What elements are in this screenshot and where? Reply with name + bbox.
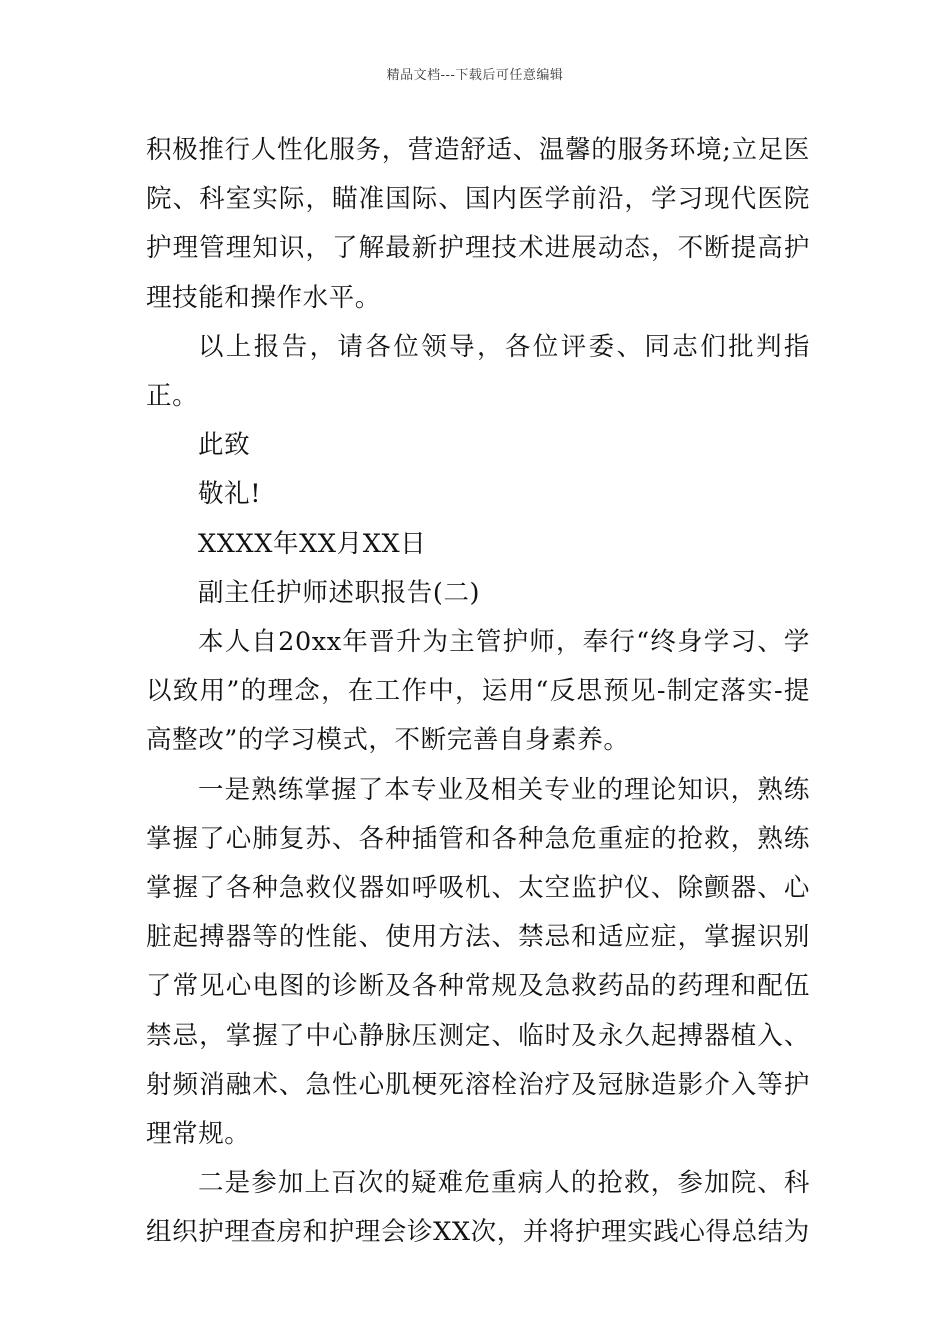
paragraph-continuation: 积极推行人性化服务，营造舒适、温馨的服务环境;立足医院、科室实际，瞄准国际、国内医学前沿，学习现代医院护理管理知识，了解最新护理技术进展动态，不断提高护理技能和操作水平。: [146, 135, 810, 313]
paragraph-point-two: 二是参加上百次的疑难危重病人的抢救，参加院、科组织护理查房和护理会诊XX次，并将护理实践心得总结为: [146, 1168, 810, 1248]
section-title: 副主任护师述职报告(二): [198, 577, 481, 608]
document-body: [146, 126, 810, 1258]
salutation-jingli: 敬礼!: [198, 479, 262, 510]
date-line: XXXX年XX月XX日: [198, 528, 427, 559]
paragraph-closing-remark: 以上报告，请各位领导，各位评委、同志们批判指正。: [146, 331, 810, 412]
salutation-cizhi: 此致: [198, 430, 251, 461]
page-header: 精品文档---下载后可任意编辑: [386, 68, 564, 83]
paragraph-point-one: 一是熟练掌握了本专业及相关专业的理论知识，熟练掌握了心肺复苏、各种插管和各种急危重症的抢救，熟练掌握了各种急救仪器如呼吸机、太空监护仪、除颤器、心脏起搏器等的性能、使用方法、禁忌和适应症，掌握识别了常见心电图的诊断及各种常规及急救药品的药理和配伍禁忌，掌握了中心静脉压测定、临时及永久起搏器植入、射频消融术、急性心肌梗死溶栓治疗及冠脉造影介入等护理常规。: [146, 774, 810, 1150]
paragraph-intro: 本人自20xx年晋升为主管护师，奉行“终身学习、学以致用”的理念，在工作中，运用“反思预见-制定落实-提高整改”的学习模式，不断完善自身素养。: [146, 627, 810, 756]
